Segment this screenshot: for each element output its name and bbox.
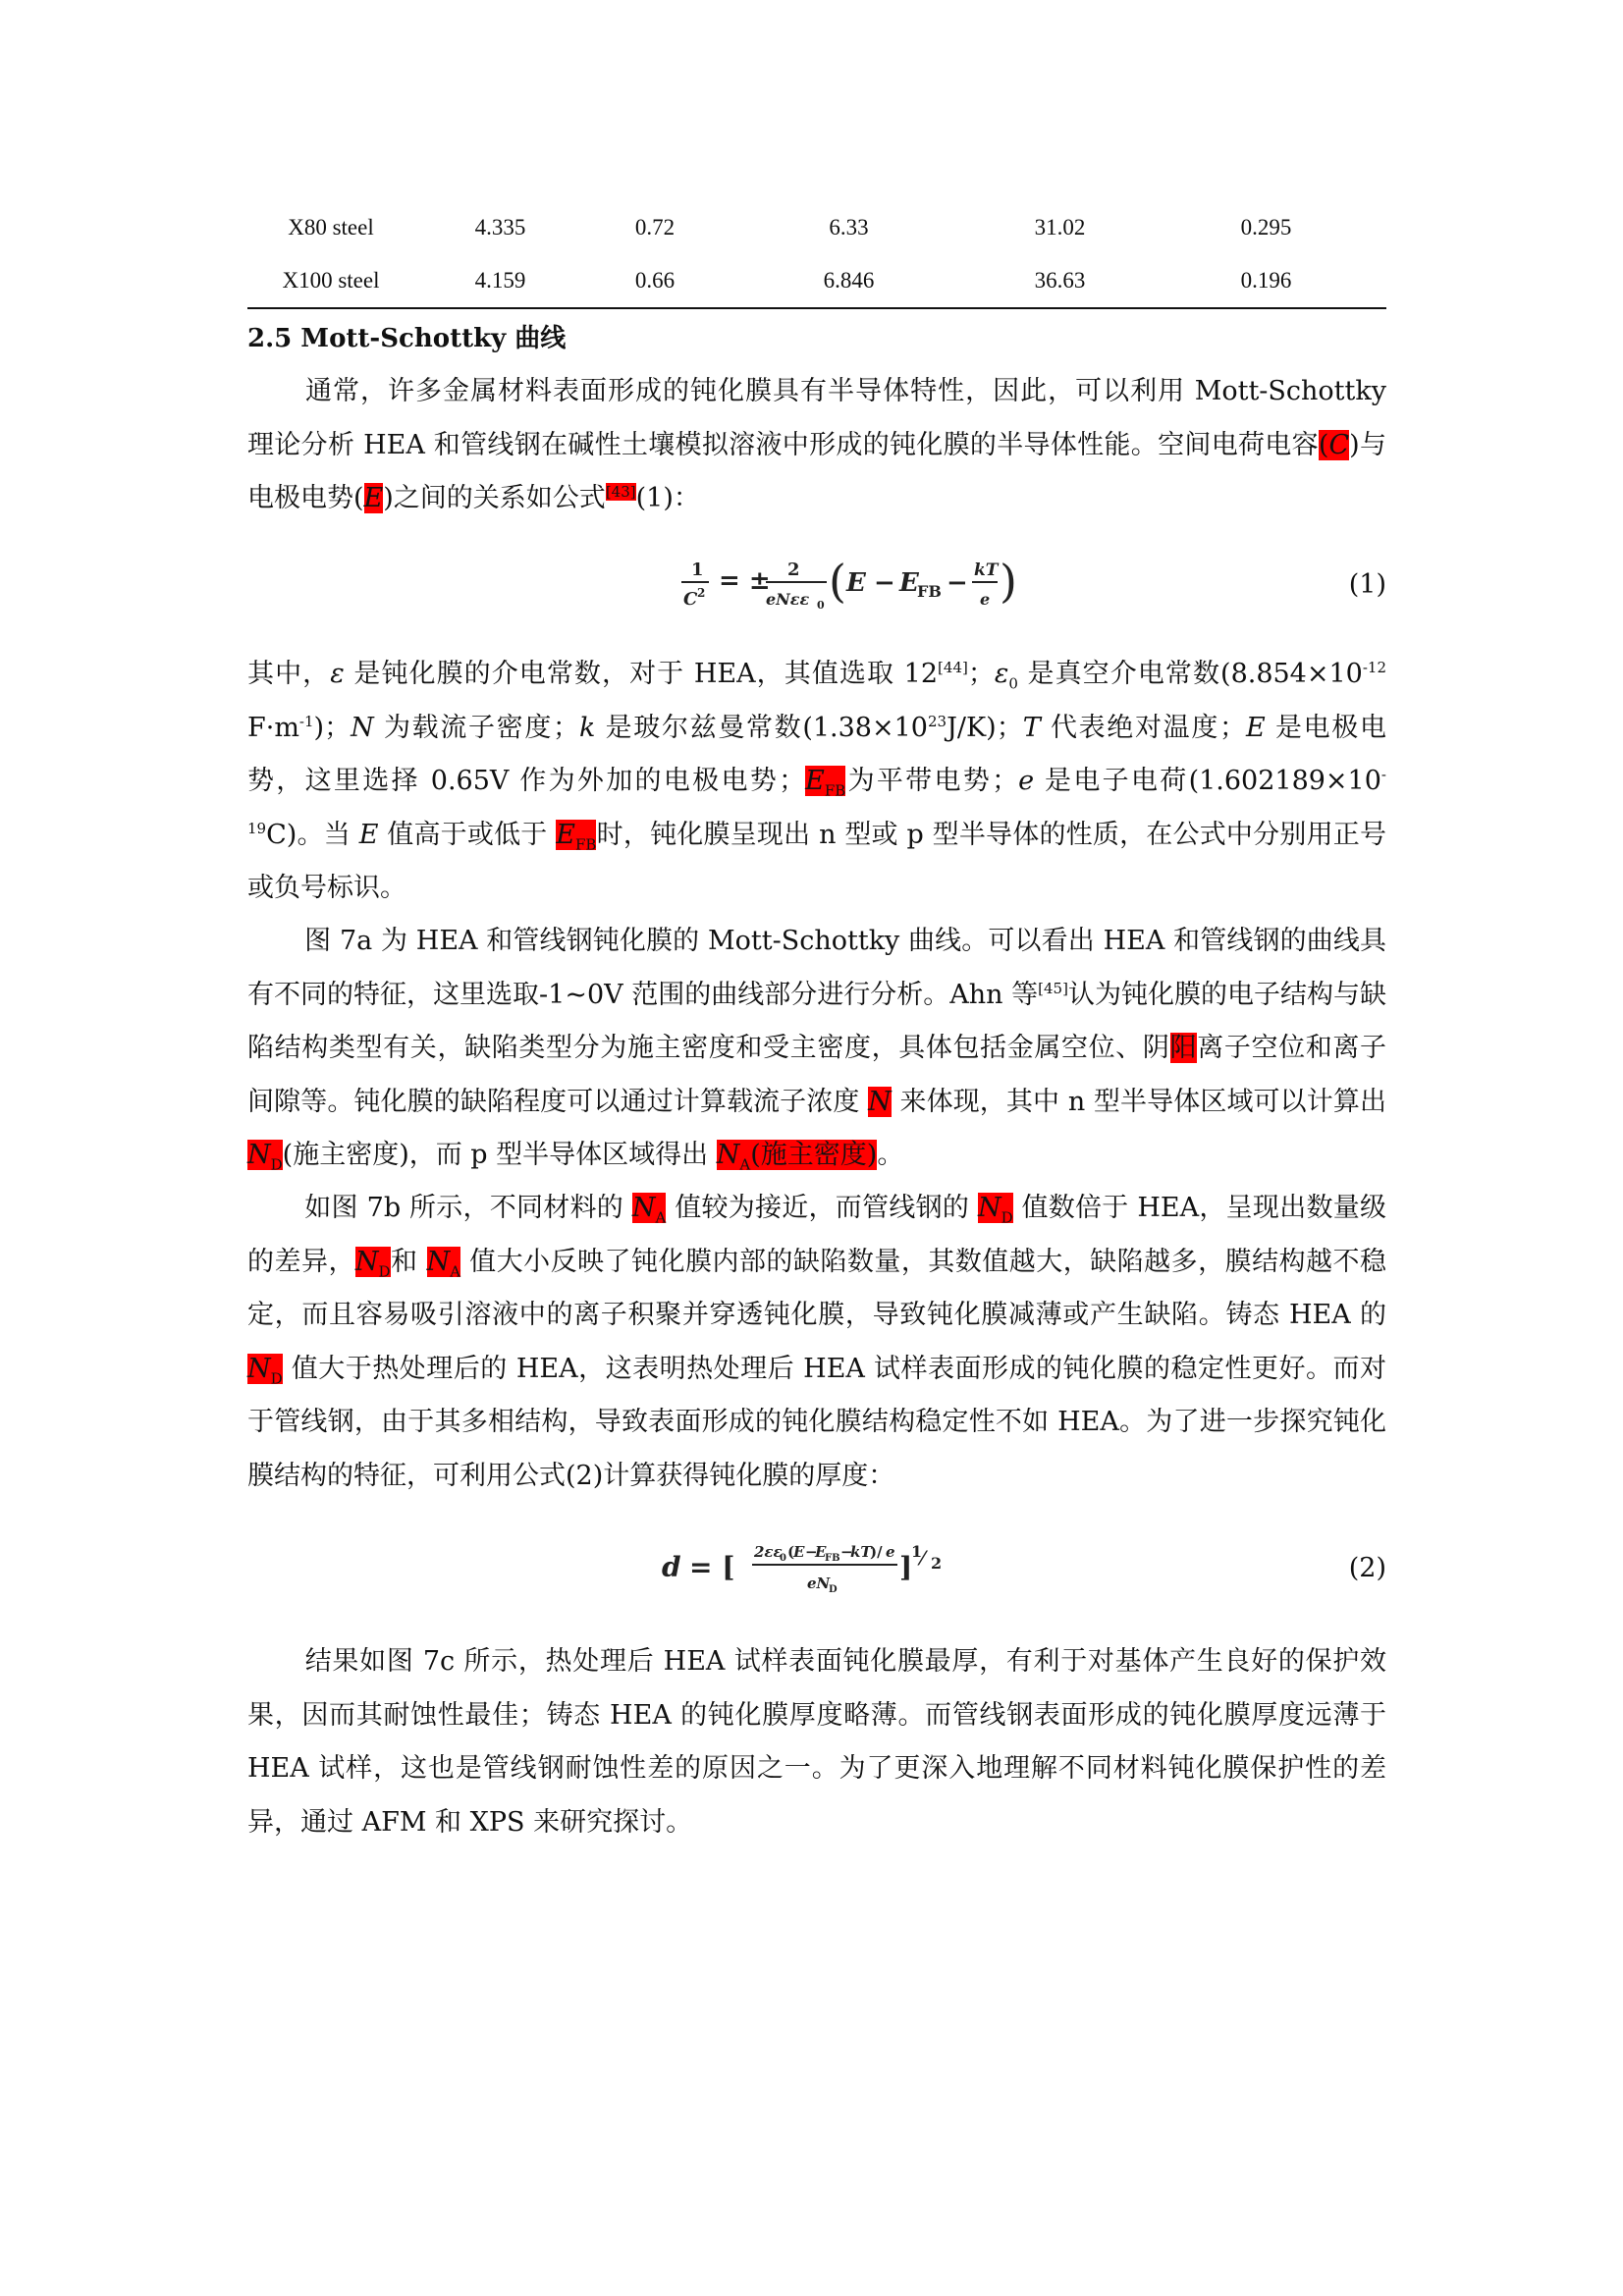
table-cell: 4.159	[414, 254, 586, 308]
svg-text:2: 2	[787, 560, 800, 580]
svg-text:eN: eN	[807, 1575, 831, 1592]
svg-text:1: 1	[691, 560, 704, 580]
highlight: $N_A$	[426, 1246, 461, 1280]
reference-45: [45]	[1038, 979, 1068, 997]
svg-text:E: E	[815, 1543, 827, 1561]
svg-text:0: 0	[817, 599, 825, 612]
svg-text:= [: = [	[689, 1551, 735, 1583]
svg-text:0: 0	[780, 1553, 786, 1564]
reference-44: [44]	[938, 659, 968, 676]
svg-text:E: E	[846, 568, 866, 598]
svg-text:(: (	[829, 555, 846, 608]
highlight: $N_D$	[354, 1246, 391, 1280]
paragraph-intro	[247, 365, 1386, 526]
highlight: $N_D$	[247, 1140, 283, 1174]
text-run: 通常，许多金属材料表面形成的钝化膜具有半导体特性，因此，可以利用 Mott-Schottky 理论分析 HEA 和管线钢在碱性土壤模拟溶液中形成的钝化膜的半导体性能。空间电荷电容	[247, 376, 1386, 460]
table-cell: X80 steel	[288, 215, 374, 240]
highlight: E	[363, 483, 384, 513]
highlight: $N_D$	[247, 1353, 283, 1387]
equation-1-formula	[679, 550, 1269, 628]
svg-text:)/: )/	[870, 1543, 883, 1561]
svg-text:e: e	[980, 590, 991, 609]
equation-number: (1)	[1348, 569, 1386, 600]
equation-2-formula	[660, 1531, 1249, 1610]
svg-text:(: (	[787, 1543, 795, 1561]
table-cell: 0.66	[586, 254, 724, 308]
highlight: $N_A$	[631, 1193, 667, 1227]
svg-text:d: d	[662, 1551, 681, 1583]
highlight: (C	[1318, 429, 1350, 460]
svg-text:E: E	[899, 568, 919, 598]
text-run: (1)：	[635, 483, 700, 513]
svg-text:2: 2	[697, 586, 706, 600]
table-cell: 6.33	[829, 215, 869, 240]
paragraph-defects: 如图 7b 所示，不同材料的 $N_A$ 值较为接近，而管线钢的 $N_D$ 值数倍于 HEA，呈现出数量级的差异，$N_D$和 $N_A$ 值大小反映了钝化膜内部的缺陷数量，其数值越大，缺陷越多，膜结构越不稳定，而且容易吸引溶液中的离子积聚并穿透钝化膜，导致钝化膜减薄或产生缺陷。铸态 HEA 的 $N_D$ 值大于热处理后的 HEA，这表明热处理后 HEA 试样表面形成的钝化膜的稳定性更好。而对于管线钢，由于其多相结构，导致表面形成的钝化膜结构稳定性不如 HEA。为了进一步探究钝化膜结构的特征，可利用公式(2)计算获得钝化膜的厚度：	[247, 1193, 1386, 1491]
svg-text:kT: kT	[850, 1543, 872, 1561]
svg-text:]: ]	[899, 1551, 913, 1583]
paragraph-variables: 其中，ε 是钝化膜的介电常数，对于 HEA，其值选取 12[44]；$\varepsilon_0$ 是真空介电常数($8.854\times 10^{-12}$ $F\cdot m^{-1}$)；N 为载流子密度；k 是玻尔兹曼常数$(1.38\times 10^{23}J/K)$；T 代表绝对温度；E 是电极电势，这里选择 0.65V 作为外加的电极电势；$E_{FB}$为平带电势；e 是电子电荷$(1.602189\times 10^{-19}C)$。当 E 值高于或低于 $E_{FB}$时，钝化膜呈现出 n 型或 p 型半导体的性质，在公式中分别用正号或负号标识。	[247, 659, 1386, 903]
paragraph-thickness: 结果如图 7c 所示，热处理后 HEA 试样表面钝化膜最厚，有利于对基体产生良好的保护效果，因而其耐蚀性最佳；铸态 HEA 的钝化膜厚度略薄。而管线钢表面形成的钝化膜厚度远薄于 HEA 试样，这也是管线钢耐蚀性差的原因之一。为了更深入地理解不同材料钝化膜保护性的差异，通过 AFM 和 XPS 来研究探讨。	[247, 1646, 1386, 1838]
paragraph-mott-schottky: 图 7a 为 HEA 和管线钢钝化膜的 Mott-Schottky 曲线。可以看出 HEA 和管线钢的曲线具有不同的特征，这里选取-1~0V 范围的曲线部分进行分析。Ahn 等[45]认为钝化膜的电子结构与缺陷结构类型有关，缺陷类型分为施主密度和受主密度，具体包括金属空位、阴阳离子空位和离子间隙等。钝化膜的缺陷程度可以通过计算载流子浓度 N 来体现，其中 n 型半导体区域可以计算出 $N_D$(施主密度)，而 p 型半导体区域得出 $N_A$(施主密度)。	[247, 926, 1387, 1174]
table-cell: 4.335	[474, 215, 526, 240]
svg-text:D: D	[829, 1584, 838, 1595]
table-cell: 0.196	[1146, 254, 1386, 308]
svg-text:e: e	[886, 1543, 895, 1561]
highlight: N	[868, 1086, 892, 1117]
svg-text:eNεε: eNεε	[766, 590, 810, 609]
equation-number: (2)	[1348, 1553, 1386, 1583]
highlight: $E_{FB}$	[556, 819, 597, 853]
svg-text:E: E	[793, 1543, 805, 1561]
svg-text:1: 1	[911, 1542, 923, 1561]
highlight: 阳	[1169, 1033, 1198, 1063]
svg-text:⁄: ⁄	[921, 1546, 925, 1570]
svg-text:−: −	[874, 568, 895, 598]
table-cell: 0.72	[634, 215, 676, 240]
svg-text:−: −	[805, 1543, 818, 1561]
reference-43: [43]	[605, 483, 636, 501]
highlight: $N_D$	[977, 1193, 1013, 1227]
text-run: )之间的关系如公式	[383, 483, 606, 513]
svg-text:FB: FB	[825, 1553, 840, 1564]
svg-text:= ±: = ±	[719, 566, 771, 596]
section-heading: 2.5 Mott-Schottky 曲线	[247, 324, 567, 353]
table-cell: 31.02	[1034, 215, 1086, 240]
data-table-fragment	[247, 201, 1386, 309]
highlight: $N_A$(施主密度)	[716, 1140, 878, 1174]
table-cell: X100 steel	[247, 254, 414, 308]
text-run: )与电极电势(	[247, 429, 1386, 513]
table-row	[247, 254, 1386, 308]
svg-text:2εε: 2εε	[754, 1543, 783, 1561]
equation-2	[247, 1531, 1386, 1610]
svg-text:): )	[1000, 555, 1017, 608]
table-cell: 0.295	[1240, 215, 1292, 240]
highlight: $E_{FB}$	[805, 766, 846, 800]
svg-text:2: 2	[931, 1554, 943, 1573]
table-row	[247, 201, 1386, 254]
svg-text:−: −	[840, 1543, 853, 1561]
table-cell: 36.63	[974, 254, 1146, 308]
svg-text:kT: kT	[974, 561, 999, 580]
svg-text:−: −	[947, 568, 968, 598]
svg-text:C: C	[683, 589, 698, 610]
equation-1	[247, 550, 1386, 628]
table-cell: 6.846	[724, 254, 974, 308]
svg-text:FB: FB	[917, 582, 942, 601]
